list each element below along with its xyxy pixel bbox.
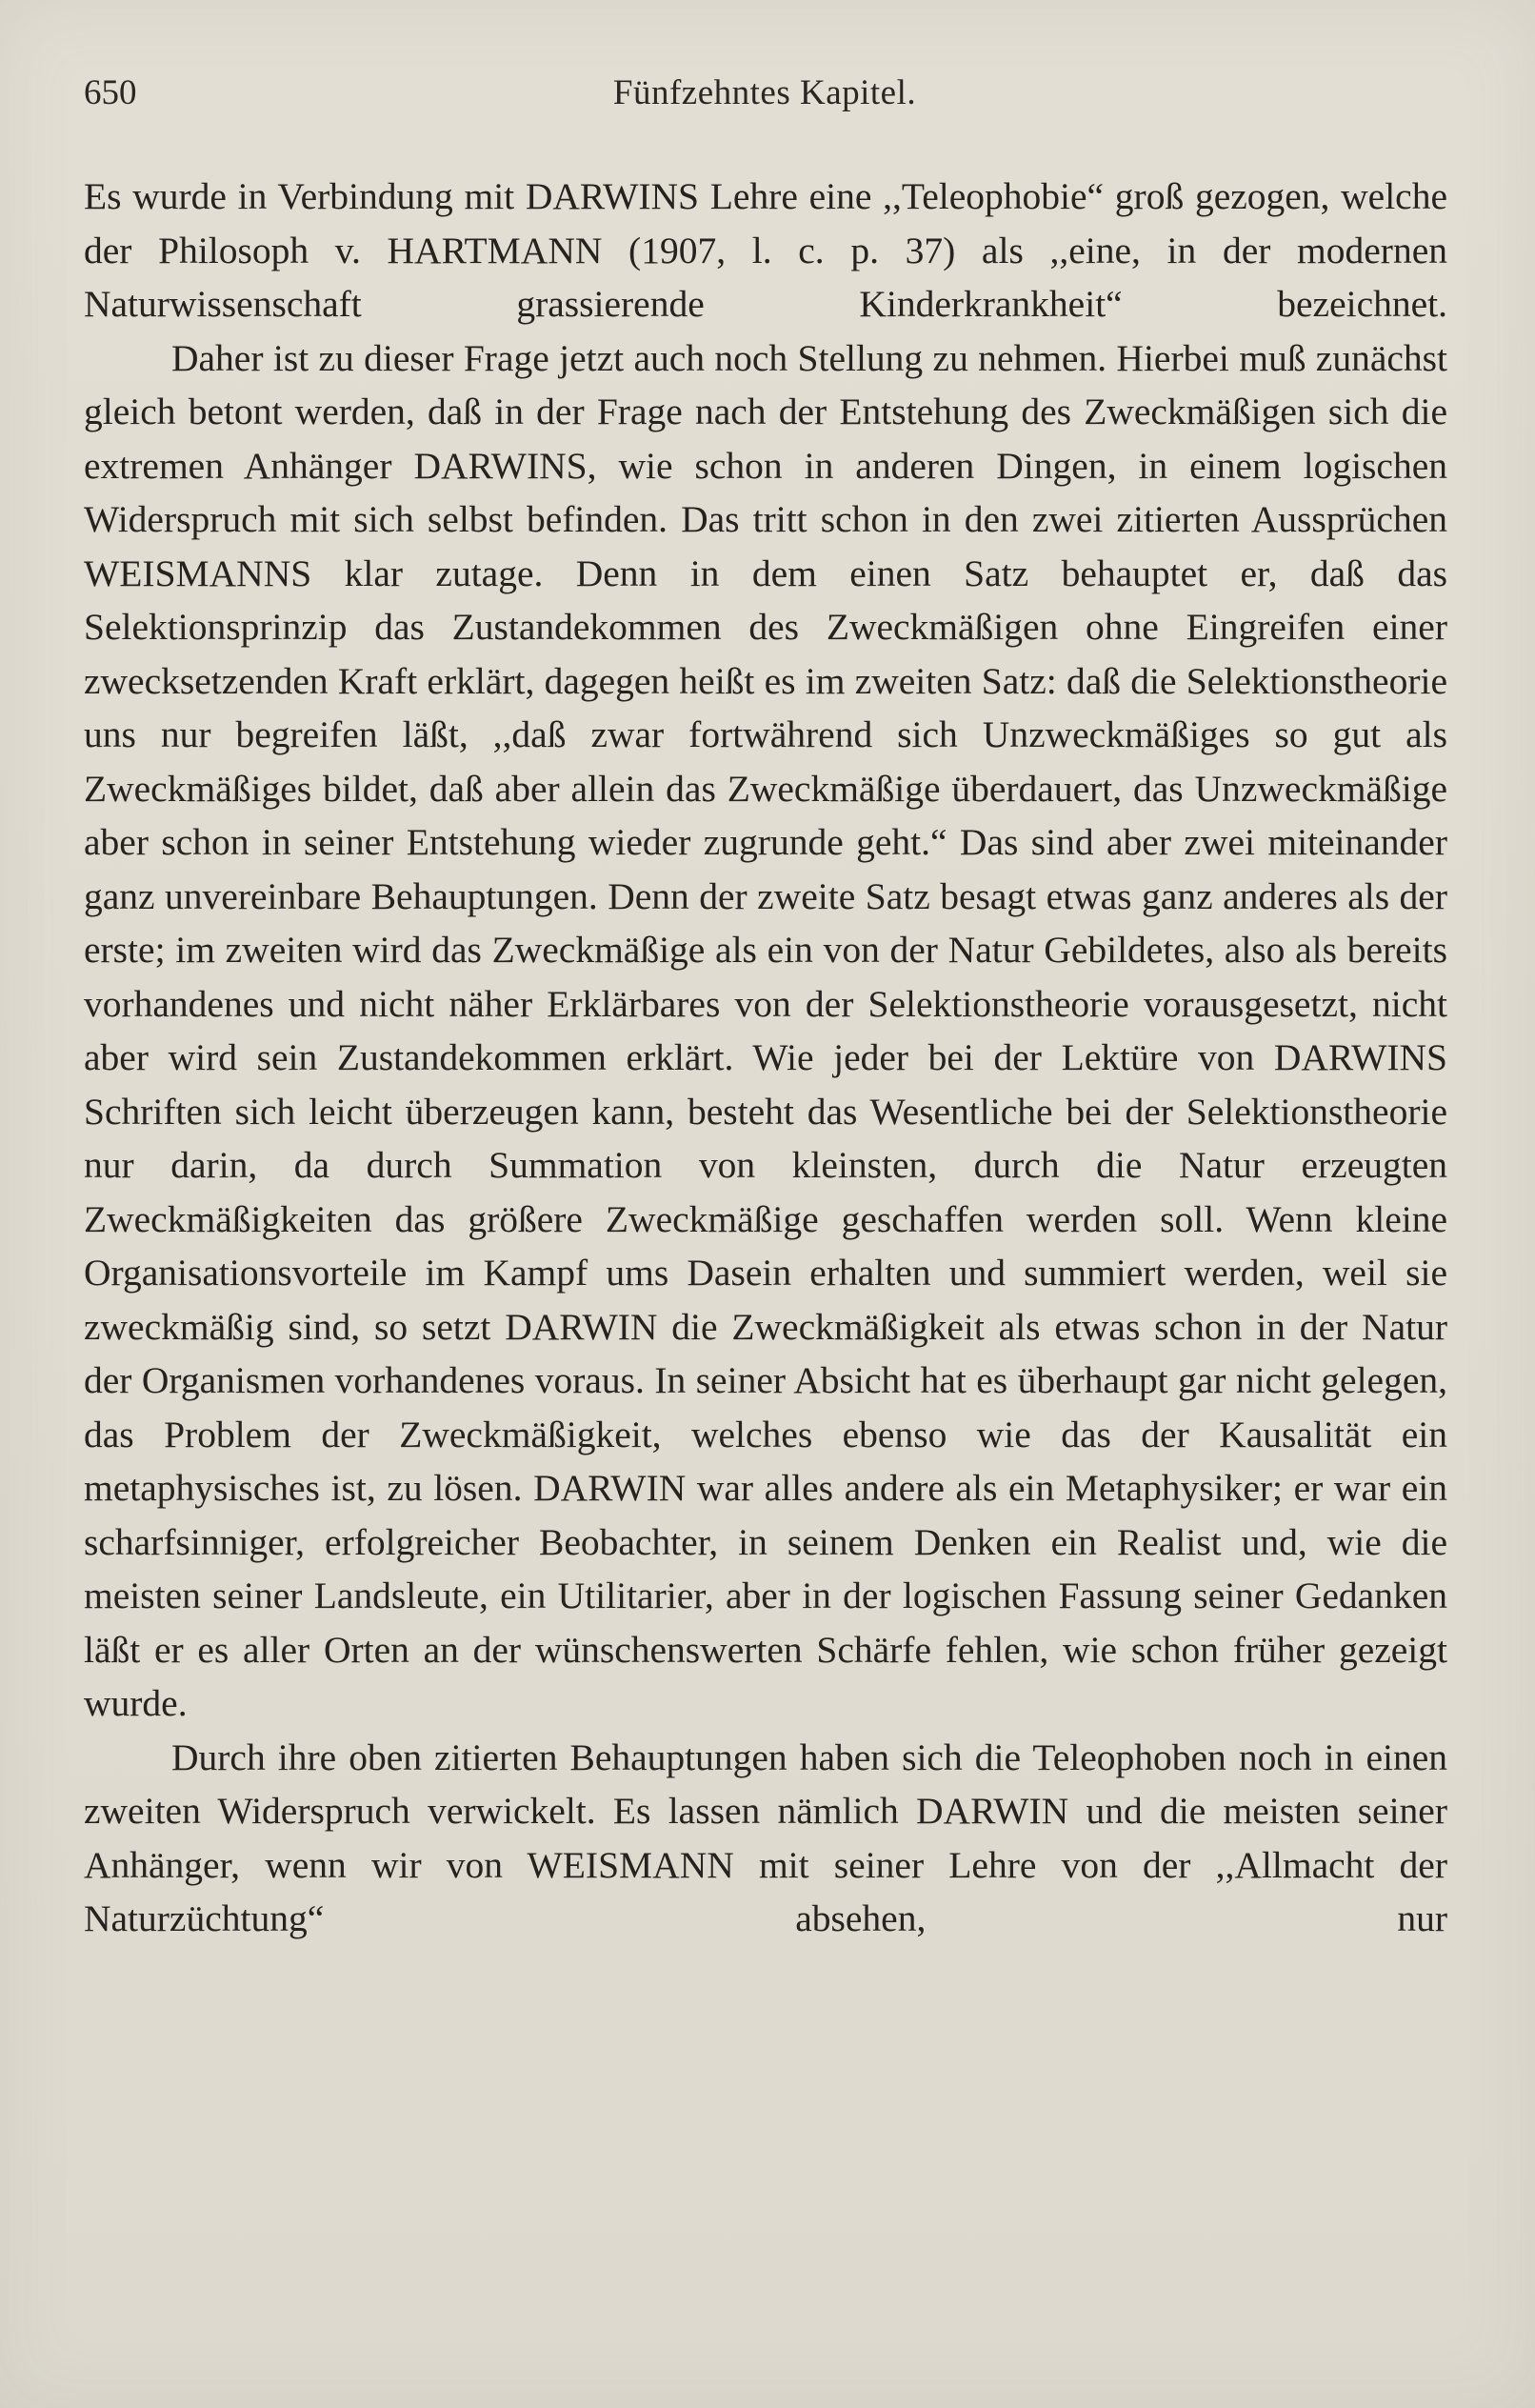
running-title: Fünfzehntes Kapitel. (612, 73, 917, 112)
paragraph-1: Es wurde in Verbindung mit DARWINS Lehre eine ,,Teleophobie“ groß gezogen, welche der Philosoph v. HARTMANN (1907, l. c. p. 37) als ,,eine, in der modernen Naturwissenschaft grassierende Kinderkrankheit“ bezeichnet. (84, 175, 1447, 325)
page-number: 650 (84, 73, 137, 112)
paragraph-2: Daher ist zu dieser Frage jetzt auch noch Stellung zu nehmen. Hierbei muß zunächst gleich betont werden, daß in der Frage nach der Entstehung des Zweckmäßigen sich die extremen Anhänger DARWINS, wie schon in anderen Dingen, in einem logischen Widerspruch mit sich selbst befinden. Das tritt schon in den zwei zitierten Aussprüchen WEISMANNS klar zutage. Denn in dem einen Satz behauptet er, daß das Selektionsprinzip das Zustandekommen des Zweckmäßigen ohne Eingreifen einer zwecksetzenden Kraft erklärt, dagegen heißt es im zweiten Satz: daß die Selektionstheorie uns nur begreifen läßt, ,,daß zwar fortwährend sich Unzweckmäßiges so gut als Zweckmäßiges bildet, daß aber allein das Zweckmäßige überdauert, das Unzweckmäßige aber schon in seiner Entstehung wieder zugrunde geht.“ Das sind aber zwei miteinander ganz unvereinbare Behauptungen. Denn der zweite Satz besagt etwas ganz anderes als der erste; im zweiten wird das Zweckmäßige als ein von der Natur Gebildetes, also als bereits vorhandenes und nicht näher Erklärbares von der Selektionstheorie vorausgesetzt, nicht aber wird sein Zustandekommen erklärt. Wie jeder bei der Lektüre von DARWINS Schriften sich leicht überzeugen kann, besteht das Wesentliche bei der Selektionstheorie nur darin, da durch Summation von kleinsten, durch die Natur erzeugten Zweckmäßigkeiten das größere Zweckmäßige geschaffen werden soll. Wenn kleine Organisationsvorteile im Kampf ums Dasein erhalten und summiert werden, weil sie zweckmäßig sind, so setzt DARWIN die Zweckmäßigkeit als etwas schon in der Natur der Organismen vorhandenes voraus. In seiner Absicht hat es überhaupt gar nicht gelegen, das Problem der Zweckmäßigkeit, welches ebenso wie das der Kausalität ein metaphysisches ist, zu lösen. DARWIN war alles andere als ein Metaphysiker; er war ein scharfsinniger, erfolgreicher Beobachter, in seinem Denken ein Realist und, wie die meisten seiner Landsleute, ein Utilitarier, aber in der logischen Fassung seiner Gedanken läßt er es aller Orten an der wünschenswerten Schärfe fehlen, wie schon früher gezeigt wurde. (84, 336, 1447, 1724)
paragraph-3: Durch ihre oben zitierten Behauptungen haben sich die Teleophoben noch in einen zweiten Widerspruch verwickelt. Es lassen nämlich DARWIN und die meisten seiner Anhänger, wenn wir von WEISMANN mit seiner Lehre von der ,,Allmacht der Naturzüchtung“ absehen, nur (84, 1736, 1447, 1939)
body-text (84, 170, 1447, 1946)
page-header (84, 72, 1445, 130)
